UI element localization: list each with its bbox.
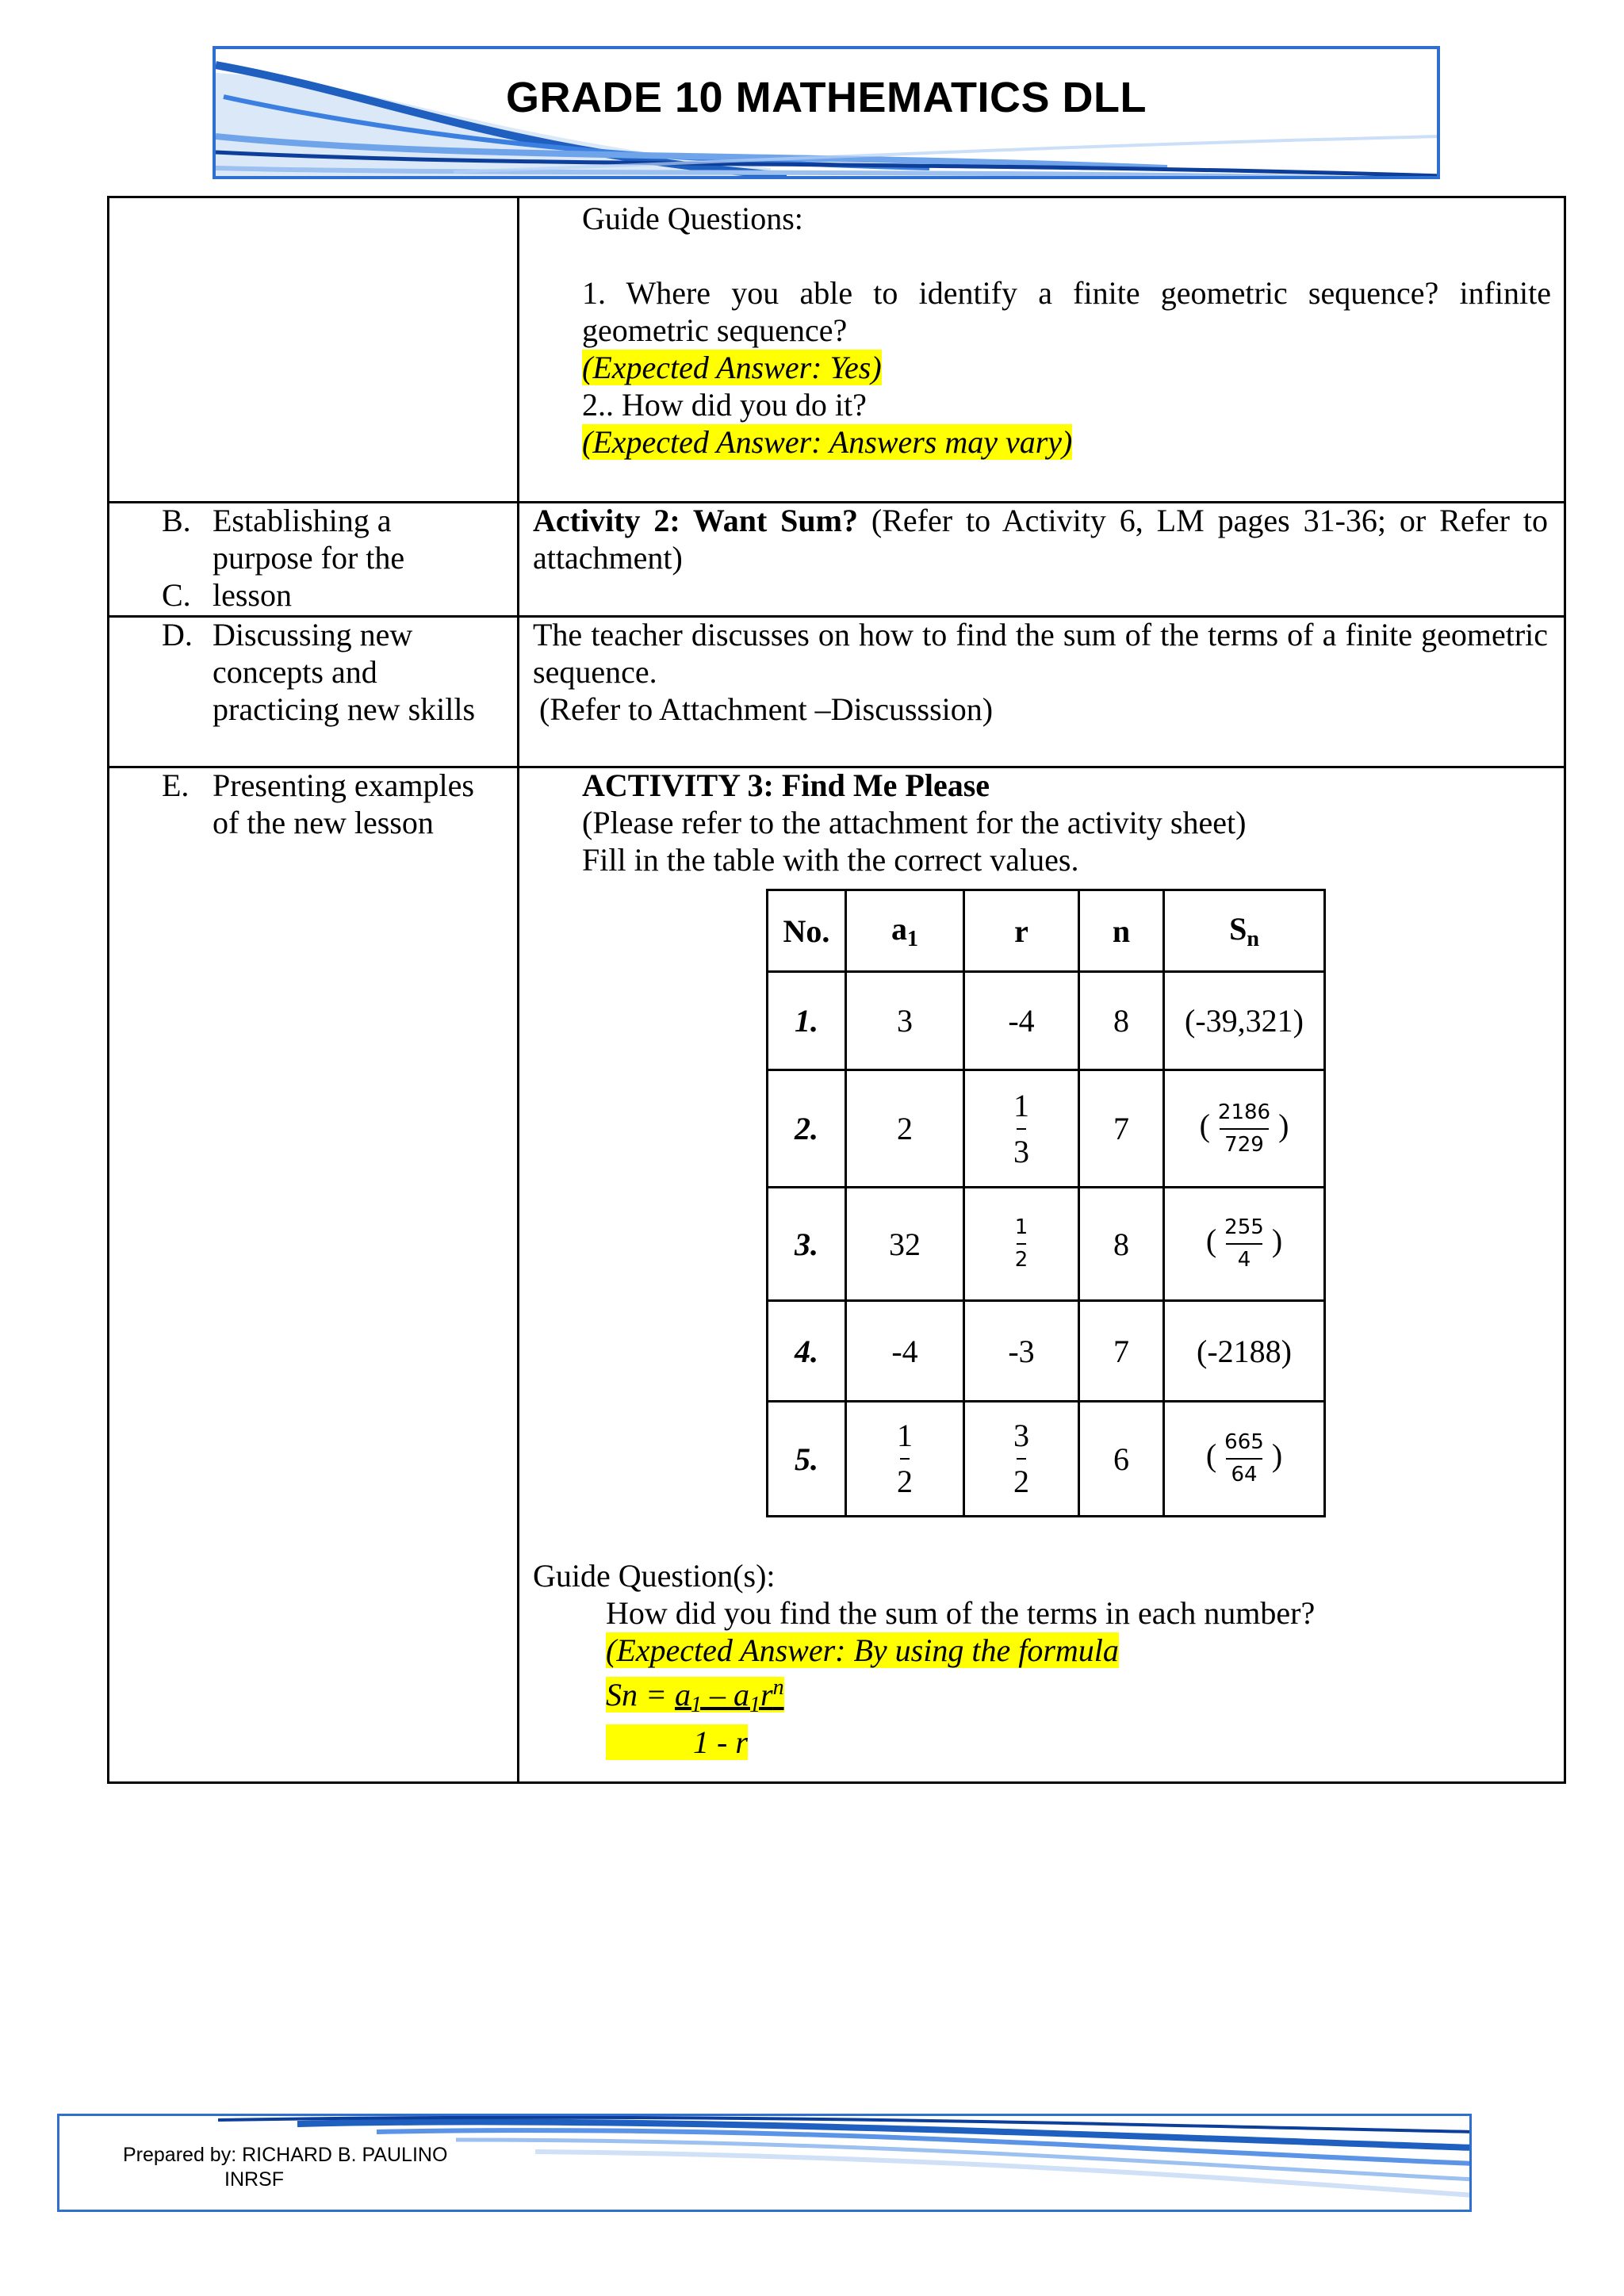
cell-no: 1. xyxy=(768,972,846,1070)
cell-sn: ( $\frac{2186}{729}$ ) xyxy=(1164,1070,1325,1188)
list-letter: B. xyxy=(162,503,191,538)
table-row xyxy=(768,1188,1325,1301)
section-d-label xyxy=(162,616,495,728)
guide-questions-heading: Guide Questions: xyxy=(582,201,803,236)
section-label-text: Presenting examples of the new lesson xyxy=(213,767,474,840)
document-title: GRADE 10 MATHEMATICS DLL xyxy=(506,74,1147,121)
cell-r xyxy=(964,1070,1079,1188)
cell-sn: ( $\frac{255}{4}$ ) xyxy=(1164,1188,1325,1301)
cell-r: -3 xyxy=(964,1301,1079,1402)
cell-no: 4. xyxy=(768,1301,846,1402)
cell-sn: (-2188) xyxy=(1164,1301,1325,1402)
school-name: INRSF xyxy=(224,2168,284,2191)
table-row xyxy=(768,1301,1325,1402)
expected-answer-2: (Expected Answer: Answers may vary) xyxy=(582,424,1073,460)
discussion-text xyxy=(533,616,1548,728)
activity-3-intro xyxy=(582,767,1549,878)
cell-no: 3. xyxy=(768,1188,846,1301)
fraction: $\frac{2186}{729}$ xyxy=(1217,1100,1271,1157)
cell-no: 2. xyxy=(768,1070,846,1188)
header-n: n xyxy=(1079,890,1164,972)
fraction: $\frac{1}{2}$ xyxy=(1014,1215,1028,1272)
fraction: $\frac{1}{2}$ xyxy=(897,1418,913,1499)
activity-3-title: ACTIVITY 3: Find Me Please xyxy=(582,767,990,803)
cell-r xyxy=(964,1188,1079,1301)
section-e-label xyxy=(162,767,495,841)
sum-formula-numerator: $Sn = a_1 - a_1r^n$ xyxy=(606,1675,784,1717)
cell-a1: 32 xyxy=(846,1188,964,1301)
guide-question-2: 2.. How did you do it? xyxy=(582,387,867,423)
cell-n: 8 xyxy=(1079,972,1164,1070)
table-row xyxy=(768,972,1325,1070)
header-no: No. xyxy=(768,890,846,972)
activity-2-text xyxy=(533,502,1548,576)
list-letter: D. xyxy=(162,617,193,652)
cell-n: 7 xyxy=(1079,1070,1164,1188)
activity-3-guide xyxy=(533,1557,1548,1761)
sum-formula-denominator: 1 - r xyxy=(606,1724,748,1760)
expected-answer-formula: (Expected Answer: By using the formula xyxy=(606,1632,1119,1668)
section-label-text: lesson xyxy=(213,577,292,613)
cell-a1: -4 xyxy=(846,1301,964,1402)
table-header-row xyxy=(768,890,1325,972)
guide-question-text: How did you find the sum of the terms in each number? xyxy=(606,1595,1316,1631)
section-label-text: Discussing new concepts and practicing new skills xyxy=(213,617,476,727)
cell-n: 6 xyxy=(1079,1402,1164,1517)
cell-sn: ( $\frac{665}{64}$ ) xyxy=(1164,1402,1325,1517)
cell-r: -4 xyxy=(964,972,1079,1070)
header-a1: $a_1$ xyxy=(846,890,964,972)
cell-r xyxy=(964,1402,1079,1517)
activity-3-table xyxy=(766,889,1326,1517)
guide-question-1: 1. Where you able to identify a finite geometric sequence? infinite geometric sequence? xyxy=(582,275,1551,348)
discussion-sentence: The teacher discusses on how to find the sum of the terms of a finite geometric sequence. xyxy=(533,617,1548,690)
table-row xyxy=(768,1070,1325,1188)
page-header xyxy=(213,46,1440,179)
header-r: r xyxy=(964,890,1079,972)
activity-2-reference: (Refer to Activity 6, LM pages 31-36; or Refer to attachment) xyxy=(533,503,1548,576)
section-label-text: Establishing a purpose for the xyxy=(213,503,405,576)
cell-n: 8 xyxy=(1079,1188,1164,1301)
guide-question-heading: Guide Question(s): xyxy=(533,1558,776,1594)
section-b-label xyxy=(162,502,495,614)
list-letter: E. xyxy=(162,767,190,803)
footer-credits xyxy=(123,2143,447,2192)
table-row xyxy=(768,1402,1325,1517)
column-divider xyxy=(517,198,519,1781)
fraction: $\frac{665}{64}$ xyxy=(1224,1430,1264,1487)
fraction: $\frac{1}{3}$ xyxy=(1013,1087,1029,1169)
guide-questions-block xyxy=(582,200,1551,461)
activity-2-title: Activity 2: Want Sum? xyxy=(533,503,858,538)
prepared-by: Prepared by: RICHARD B. PAULINO xyxy=(123,2144,448,2166)
cell-n: 7 xyxy=(1079,1301,1164,1402)
fraction: $\frac{255}{4}$ xyxy=(1224,1215,1264,1272)
fraction: $\frac{3}{2}$ xyxy=(1013,1418,1029,1499)
list-letter: C. xyxy=(162,577,191,613)
activity-3-instruction: (Please refer to the attachment for the activity sheet) xyxy=(582,805,1247,840)
activity-3-fill-instruction: Fill in the table with the correct values. xyxy=(582,842,1079,878)
header-sn: $S_n$ xyxy=(1164,890,1325,972)
cell-a1: 2 xyxy=(846,1070,964,1188)
cell-a1: 3 xyxy=(846,972,964,1070)
cell-no: 5. xyxy=(768,1402,846,1517)
cell-sn: (-39,321) xyxy=(1164,972,1325,1070)
cell-a1 xyxy=(846,1402,964,1517)
expected-answer-1: (Expected Answer: Yes) xyxy=(582,350,882,385)
page-footer xyxy=(57,2114,1472,2212)
discussion-reference: (Refer to Attachment –Discusssion) xyxy=(539,691,994,727)
lesson-table xyxy=(107,196,1566,1784)
